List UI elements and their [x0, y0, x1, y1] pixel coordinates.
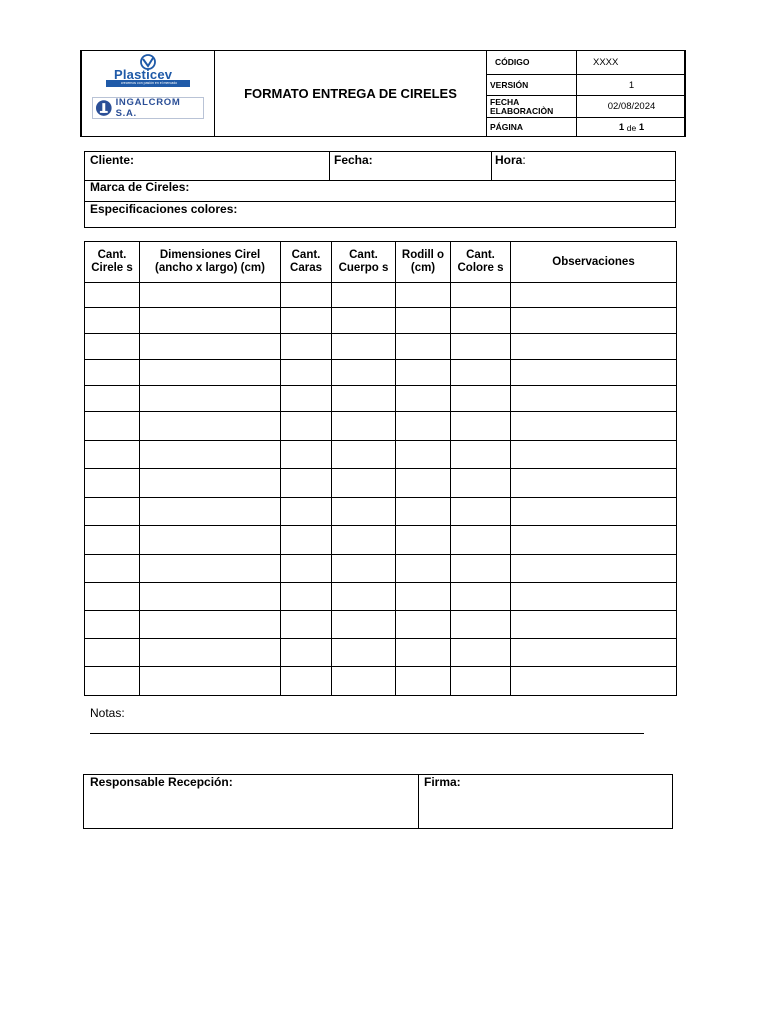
table-cell[interactable]: [451, 583, 511, 611]
table-cell[interactable]: [511, 308, 677, 334]
table-cell[interactable]: [332, 360, 396, 386]
table-cell[interactable]: [332, 667, 396, 696]
cliente-label: Cliente:: [90, 153, 135, 167]
table-cell[interactable]: [281, 386, 332, 412]
table-cell[interactable]: [85, 386, 140, 412]
meta-row-pagina: [487, 118, 686, 137]
table-cell[interactable]: [332, 639, 396, 667]
table-row: [85, 441, 677, 469]
table-cell[interactable]: [451, 412, 511, 441]
table-cell[interactable]: [332, 386, 396, 412]
table-cell[interactable]: [451, 555, 511, 583]
table-cell[interactable]: [511, 555, 677, 583]
page-total: 1: [638, 122, 645, 133]
table-cell[interactable]: [396, 283, 451, 308]
client-divider: [329, 152, 330, 180]
table-cell[interactable]: [396, 469, 451, 498]
table-cell[interactable]: [396, 441, 451, 469]
table-cell[interactable]: [511, 667, 677, 696]
table-cell[interactable]: [85, 611, 140, 639]
table-row: [85, 308, 677, 334]
table-cell[interactable]: [140, 469, 281, 498]
table-cell[interactable]: [140, 308, 281, 334]
table-cell[interactable]: [140, 412, 281, 441]
table-cell[interactable]: [281, 334, 332, 360]
col-cant-caras: Cant. Caras: [281, 242, 332, 283]
table-cell[interactable]: [332, 441, 396, 469]
table-cell[interactable]: [396, 639, 451, 667]
table-cell[interactable]: [332, 555, 396, 583]
meta-label-codigo: CÓDIGO: [487, 51, 577, 74]
table-cell[interactable]: [140, 611, 281, 639]
table-cell[interactable]: [511, 526, 677, 555]
table-cell[interactable]: [281, 308, 332, 334]
table-row: [85, 498, 677, 526]
table-cell[interactable]: [85, 283, 140, 308]
table-cell[interactable]: [85, 441, 140, 469]
table-cell[interactable]: [281, 667, 332, 696]
table-cell[interactable]: [396, 334, 451, 360]
table-cell[interactable]: [85, 360, 140, 386]
table-row: [85, 611, 677, 639]
table-row: [85, 360, 677, 386]
table-cell[interactable]: [511, 386, 677, 412]
table-cell[interactable]: [332, 526, 396, 555]
signature-divider: [418, 775, 419, 828]
meta-label-pagina: PÁGINA: [487, 118, 577, 137]
table-cell[interactable]: [396, 412, 451, 441]
table-row: [85, 283, 677, 308]
especificaciones-colores-label: Especificaciones colores:: [90, 202, 238, 216]
table-cell[interactable]: [396, 386, 451, 412]
plasticev-name: Plasticev: [114, 67, 173, 82]
table-cell[interactable]: [396, 667, 451, 696]
table-cell[interactable]: [511, 639, 677, 667]
col-cant-colores: Cant. Colore s: [451, 242, 511, 283]
delivery-table: [84, 241, 677, 696]
hora-label-text: Hora: [495, 153, 523, 167]
table-cell[interactable]: [511, 412, 677, 441]
table-cell[interactable]: [85, 412, 140, 441]
table-cell[interactable]: [281, 611, 332, 639]
table-cell[interactable]: [140, 667, 281, 696]
col-cant-cuerpos: Cant. Cuerpo s: [332, 242, 396, 283]
table-row: [85, 526, 677, 555]
table-cell[interactable]: [451, 360, 511, 386]
firma-label: Firma:: [424, 775, 461, 789]
client-divider: [491, 152, 492, 180]
table-cell[interactable]: [332, 469, 396, 498]
table-cell[interactable]: [451, 334, 511, 360]
table-cell[interactable]: [511, 441, 677, 469]
table-cell[interactable]: [140, 498, 281, 526]
table-cell[interactable]: [140, 334, 281, 360]
table-cell[interactable]: [451, 441, 511, 469]
table-cell[interactable]: [396, 308, 451, 334]
meta-value-codigo: XXXX: [593, 57, 619, 68]
table-cell[interactable]: [281, 469, 332, 498]
table-cell[interactable]: [85, 667, 140, 696]
table-cell[interactable]: [451, 308, 511, 334]
table-cell[interactable]: [332, 498, 396, 526]
page-sep: de: [626, 122, 637, 133]
hora-label: [495, 153, 526, 167]
table-row: [85, 469, 677, 498]
table-cell[interactable]: [511, 334, 677, 360]
table-cell[interactable]: [140, 441, 281, 469]
table-cell[interactable]: [451, 498, 511, 526]
table-cell[interactable]: [281, 639, 332, 667]
table-row: [85, 412, 677, 441]
table-body: [85, 283, 677, 696]
table-cell[interactable]: [85, 639, 140, 667]
table-cell[interactable]: [511, 583, 677, 611]
table-cell[interactable]: [85, 583, 140, 611]
notas-line[interactable]: [90, 733, 644, 734]
table-cell[interactable]: [396, 611, 451, 639]
signature-box: [83, 774, 673, 829]
table-row: [85, 334, 677, 360]
table-cell[interactable]: [85, 334, 140, 360]
col-rodillo: Rodill o (cm): [396, 242, 451, 283]
table-cell[interactable]: [511, 283, 677, 308]
table-cell[interactable]: [511, 360, 677, 386]
table-cell[interactable]: [281, 498, 332, 526]
table-cell[interactable]: [396, 583, 451, 611]
meta-value-pagina: [577, 118, 686, 137]
meta-value-fecha-elaboracion: 02/08/2024: [607, 101, 656, 112]
table-cell[interactable]: [451, 469, 511, 498]
table-cell[interactable]: [85, 498, 140, 526]
table-cell[interactable]: [451, 283, 511, 308]
table-cell[interactable]: [332, 583, 396, 611]
table-cell[interactable]: [140, 360, 281, 386]
table-cell[interactable]: [85, 555, 140, 583]
meta-row-version: [487, 75, 686, 96]
ingalcrom-logo-icon: [95, 99, 113, 117]
table-cell[interactable]: [511, 611, 677, 639]
table-row: [85, 583, 677, 611]
meta-label-fecha-elaboracion: FECHA ELABORACIÒN: [487, 96, 577, 117]
table-cell[interactable]: [140, 386, 281, 412]
table-cell[interactable]: [140, 583, 281, 611]
col-dimensiones: Dimensiones Cirel (ancho x largo) (cm): [140, 242, 281, 283]
table-cell[interactable]: [140, 639, 281, 667]
hora-label-colon: :: [522, 153, 526, 167]
table-cell[interactable]: [451, 639, 511, 667]
table-cell[interactable]: [281, 555, 332, 583]
meta-row-codigo: [487, 51, 686, 75]
client-info-box: [84, 151, 676, 228]
table-row: [85, 386, 677, 412]
table-header-row: [85, 242, 677, 283]
table-cell[interactable]: [140, 526, 281, 555]
meta-label-version: VERSIÓN: [487, 75, 577, 95]
table-cell[interactable]: [511, 498, 677, 526]
fecha-label: Fecha:: [334, 153, 373, 167]
table-cell[interactable]: [281, 360, 332, 386]
table-cell[interactable]: [451, 386, 511, 412]
table-cell[interactable]: [140, 555, 281, 583]
table-cell[interactable]: [332, 283, 396, 308]
plasticev-logo: [92, 54, 204, 88]
notas-label: Notas:: [90, 706, 125, 720]
table-cell[interactable]: [281, 583, 332, 611]
table-cell[interactable]: [451, 526, 511, 555]
table-row: [85, 667, 677, 696]
ingalcrom-logo: [92, 97, 204, 119]
table-cell[interactable]: [281, 526, 332, 555]
table-cell[interactable]: [85, 308, 140, 334]
table-cell[interactable]: [451, 611, 511, 639]
table-cell[interactable]: [332, 412, 396, 441]
table-row: [85, 639, 677, 667]
meta-row-fecha-elaboracion: [487, 96, 686, 118]
table-cell[interactable]: [396, 555, 451, 583]
meta-value-version: 1: [628, 79, 635, 91]
ingalcrom-name: INGALCROM S.A.: [115, 97, 181, 119]
marca-cireles-label: Marca de Cireles:: [90, 180, 190, 194]
table-cell[interactable]: [396, 498, 451, 526]
document-title: [215, 50, 487, 137]
table-cell[interactable]: [281, 283, 332, 308]
table-cell[interactable]: [332, 611, 396, 639]
plasticev-tagline: crecemos con pasión en el mercado: [120, 81, 178, 85]
col-observaciones: Observaciones: [511, 242, 677, 283]
table-cell[interactable]: [332, 334, 396, 360]
table-cell[interactable]: [396, 526, 451, 555]
table-cell[interactable]: [140, 283, 281, 308]
table-cell[interactable]: [85, 469, 140, 498]
responsable-recepcion-label: Responsable Recepción:: [90, 775, 233, 789]
table-cell[interactable]: [451, 667, 511, 696]
table-cell[interactable]: [281, 441, 332, 469]
table-cell[interactable]: [281, 412, 332, 441]
table-cell[interactable]: [511, 469, 677, 498]
table-cell[interactable]: [396, 360, 451, 386]
table-cell[interactable]: [85, 526, 140, 555]
col-cant-cireles: Cant. Cirele s: [85, 242, 140, 283]
document-title-text: FORMATO ENTREGA DE CIRELES: [244, 86, 457, 101]
page-current: 1: [618, 122, 625, 133]
table-row: [85, 555, 677, 583]
table-cell[interactable]: [332, 308, 396, 334]
